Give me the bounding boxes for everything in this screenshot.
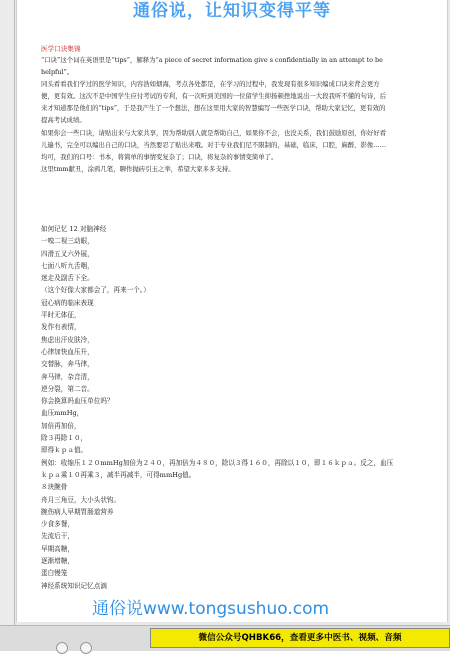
list-item: 四滑五叉六外展， [41, 249, 94, 258]
list-item: 腕伤病人早期胃肠道营养 [41, 507, 114, 516]
list-item: 加倍再加倍， [41, 421, 81, 430]
paragraph: “口诀”这个词在英语里是“tips”，解释为“a piece of secret information give s confidentially in an attempt to be helpful”。 [41, 56, 383, 77]
nav-circle-icon[interactable] [80, 642, 92, 654]
list-item: 逆分裂，第二音。 [41, 384, 94, 393]
list-item: 血压mmHg， [41, 409, 84, 418]
list-item: 少食多餐， [41, 520, 74, 529]
promo-banner: 微信公众号QHBK66，查看更多中医书、视频、音频 [150, 628, 450, 648]
paragraph: 同头看看我们学过的医学知识，内容浩如烟海，考点各处都是，在学习的过程中，我发现有很多知识编成口诀来背会更方便，更有效。这次不是中国学生应付考试的专利，有一次听到美国的一位留学生抑扬顿挫地说出一大段我听不懂的句诗，后来才知道那是他们的“tips”，于是我产生了一个想法，想在这里用大家的智慧编写一些医学口诀，帮助大家记忆，更有效的提高考试成绩。 [41, 80, 387, 125]
list-item: 如何记忆 12 对脑神经 [41, 225, 107, 233]
document-page [16, 0, 448, 622]
watermark-top: 通俗说，让知识变得平等 [133, 1, 331, 21]
list-item: ８块腕骨 [41, 483, 68, 492]
list-item: 交替脉，奔马律， [41, 360, 94, 369]
nav-circle-icon[interactable] [56, 642, 68, 654]
list-item: 你会换算吗血压单位吗？ [41, 397, 114, 406]
list-item: 蛋白慢笼 [41, 569, 68, 578]
document-heading: 医学口诀集锦 [41, 45, 81, 53]
watermark-bottom: 通俗说www.tongsushuo.com [92, 599, 330, 619]
paragraph: 如果你会一些口诀，请贴出来与大家共享，因为帮助别人就是帮助自己，如果你不会，也没关系，我们鼓励原创，你好好看儿遍书，完全可以编出自己的口诀，当然要忍了贴出来哦。对于专业我们尼不限制的，基础，临床，口腔，麻醉，影像……均可，我们的口号：书本，将简单的事情变复杂了；口诀，将复杂的事情变简单了。 [41, 128, 387, 161]
paragraph: 这里tmm献丑，涂鸦几笔，聊作抛砖引玉之举，希望大家多多支持。 [41, 164, 235, 173]
list-item: 发作有表情， [41, 323, 81, 332]
list-item: 例如：收缩压１２０mmHg加倍为２４０，再加倍为４８０，除以３得１６０，再除以１０，即１６ｋｐａ。反之，血压ｋｐａ乘１０再乘３，减半再减半，可得mmHg值。 [41, 458, 394, 479]
list-item: 迷走及副舌下全。 [41, 274, 94, 283]
list-item: 焦虑出汗皮肤冷， [41, 335, 94, 344]
list-item: （这个好像大家都会了，再来一个。） [41, 286, 150, 295]
list-item: 逐渐增糖， [41, 557, 74, 566]
intro-text [41, 54, 391, 175]
list-item: 奔马律，杂音清， [41, 372, 94, 381]
list-item: 冠心病的临床表现 [41, 298, 94, 307]
list-item: 即得ｋｐａ值。 [41, 446, 88, 455]
list-item: 平时无体征， [41, 311, 81, 320]
list-item: 除３再除１０， [41, 434, 88, 443]
list-item: 心律加快血压升， [41, 347, 94, 356]
list-item: 早期高糖， [41, 544, 74, 553]
list-item: 七面八听九舌咽， [41, 261, 94, 270]
list-item: 一嗅二视三动眼， [41, 237, 94, 246]
list-item: 神经系统知识记忆点滴 [41, 581, 107, 590]
mnemonic-list [41, 223, 401, 592]
list-item: 先流后干， [41, 532, 74, 541]
left-scroll-gutter[interactable] [0, 0, 15, 625]
list-item: 舟月三角豆，大小头状钩。 [41, 495, 121, 504]
